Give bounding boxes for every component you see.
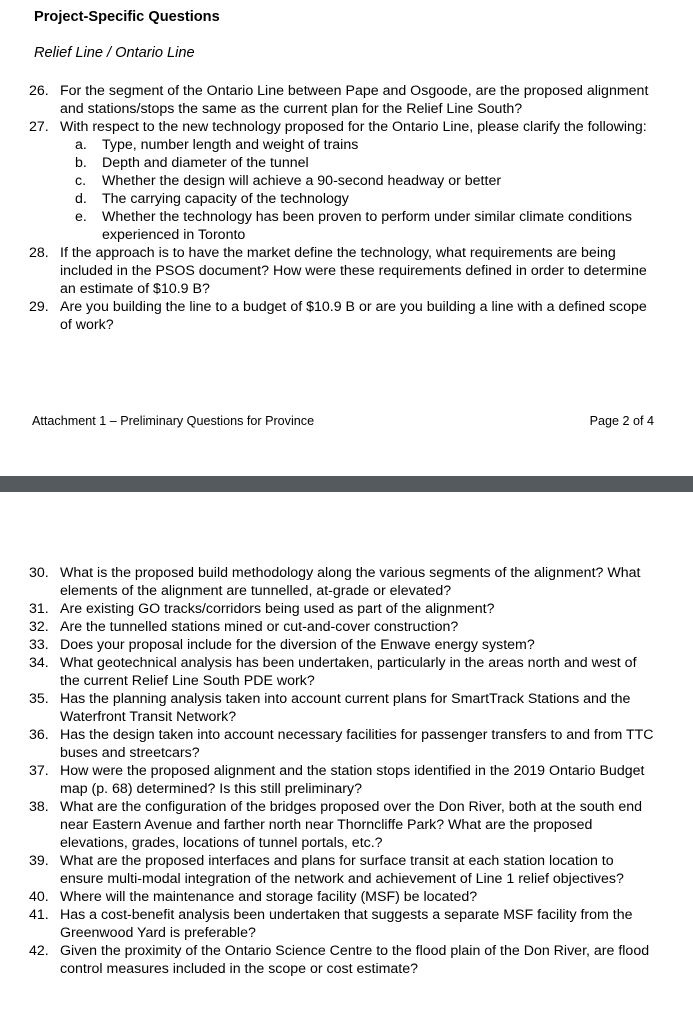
question-number: 26. (29, 83, 49, 99)
sub-question-text: Depth and diameter of the tunnel (102, 155, 309, 171)
question-number: 42. (29, 943, 49, 959)
question-text: Has a cost-benefit analysis been undertaken that suggests a separate MSF facility from the Greenwood Yard is preferable? (60, 907, 633, 941)
page-footer-title: Attachment 1 – Preliminary Questions for Province (32, 414, 315, 428)
question-number: 35. (29, 691, 49, 707)
question-item (29, 762, 659, 798)
question-item (29, 798, 659, 852)
question-text: What are the proposed interfaces and plans for surface transit at each station location to ensure multi-modal integration of the network and achievement of Line 1 relief objectives? (60, 853, 624, 887)
question-number: 37. (29, 763, 49, 779)
question-text: Has the planning analysis taken into account current plans for SmartTrack Stations and the Waterfront Transit Network? (60, 691, 631, 725)
question-text: Are you building the line to a budget of $10.9 B or are you building a line with a defined scope of work? (60, 299, 647, 333)
question-item (29, 654, 659, 690)
document-page-3 (0, 492, 693, 1012)
question-item (29, 726, 659, 762)
question-item (29, 118, 659, 244)
sub-question-letter: e. (75, 209, 87, 225)
sub-question-letter: d. (75, 191, 87, 207)
question-item (29, 600, 659, 618)
question-list (29, 82, 659, 334)
question-number: 29. (29, 299, 49, 315)
question-item (29, 82, 659, 118)
sub-question-letter: a. (75, 137, 87, 153)
sub-question-list (60, 136, 659, 244)
page-separator (0, 476, 693, 492)
question-number: 34. (29, 655, 49, 671)
sub-question-letter: b. (75, 155, 87, 171)
question-text: How were the proposed alignment and the station stops identified in the 2019 Ontario Budget map (p. 68) determined? Is this still preliminary? (60, 763, 645, 797)
question-number: 36. (29, 727, 49, 743)
question-text: Are the tunnelled stations mined or cut-and-cover construction? (60, 619, 459, 635)
question-text: Where will the maintenance and storage facility (MSF) be located? (60, 889, 478, 905)
question-number: 28. (29, 245, 49, 261)
question-number: 38. (29, 799, 49, 815)
sub-question-item (75, 208, 659, 244)
sub-question-text: The carrying capacity of the technology (102, 191, 349, 207)
sub-question-text: Whether the technology has been proven to perform under similar climate conditions experienced in Toronto (102, 209, 632, 243)
question-text: Does your proposal include for the diversion of the Enwave energy system? (60, 637, 535, 653)
sub-question-item (75, 190, 659, 208)
question-text: What is the proposed build methodology along the various segments of the alignment? What elements of the alignment are tunnelled, at-grade or elevated? (60, 565, 641, 599)
section-heading: Project-Specific Questions (34, 9, 220, 25)
sub-question-letter: c. (75, 173, 87, 189)
question-item (29, 942, 659, 978)
page-number: Page 2 of 4 (589, 414, 654, 428)
question-text: With respect to the new technology proposed for the Ontario Line, please clarify the following: (60, 119, 647, 135)
question-text: If the approach is to have the market define the technology, what requirements are being included in the PSOS document? How were these requirements defined in order to determine an estimate of $10.9 B? (60, 245, 647, 297)
question-text: For the segment of the Ontario Line between Pape and Osgoode, are the proposed alignment and stations/stops the same as the current plan for the Relief Line South? (60, 83, 649, 117)
question-number: 31. (29, 601, 49, 617)
question-item (29, 564, 659, 600)
question-item (29, 298, 659, 334)
sub-question-item (75, 136, 659, 154)
question-item (29, 636, 659, 654)
question-text: What geotechnical analysis has been undertaken, particularly in the areas north and west of the current Relief Line South PDE work? (60, 655, 637, 689)
sub-question-text: Type, number length and weight of trains (102, 137, 359, 153)
question-number: 41. (29, 907, 49, 923)
question-list (29, 564, 659, 978)
question-text: Has the design taken into account necessary facilities for passenger transfers to and from TTC buses and streetcars? (60, 727, 654, 761)
sub-question-item (75, 172, 659, 190)
question-text: What are the configuration of the bridges proposed over the Don River, both at the south end near Eastern Avenue and farther north near Thorncliffe Park? What are the proposed elevations, grades, locations of tunnel portals, etc.? (60, 799, 643, 851)
sub-question-item (75, 154, 659, 172)
question-item (29, 888, 659, 906)
question-text: Given the proximity of the Ontario Science Centre to the flood plain of the Don River, are flood control measures included in the scope or cost estimate? (60, 943, 650, 977)
question-item (29, 852, 659, 888)
question-item (29, 244, 659, 298)
question-number: 30. (29, 565, 49, 581)
question-item (29, 690, 659, 726)
question-item (29, 906, 659, 942)
section-subheading: Relief Line / Ontario Line (34, 45, 195, 61)
question-number: 39. (29, 853, 49, 869)
question-text: Are existing GO tracks/corridors being used as part of the alignment? (60, 601, 495, 617)
question-number: 40. (29, 889, 49, 905)
question-number: 33. (29, 637, 49, 653)
sub-question-text: Whether the design will achieve a 90-second headway or better (102, 173, 502, 189)
question-number: 32. (29, 619, 49, 635)
question-item (29, 618, 659, 636)
question-number: 27. (29, 119, 49, 135)
document-page-2 (0, 0, 693, 476)
